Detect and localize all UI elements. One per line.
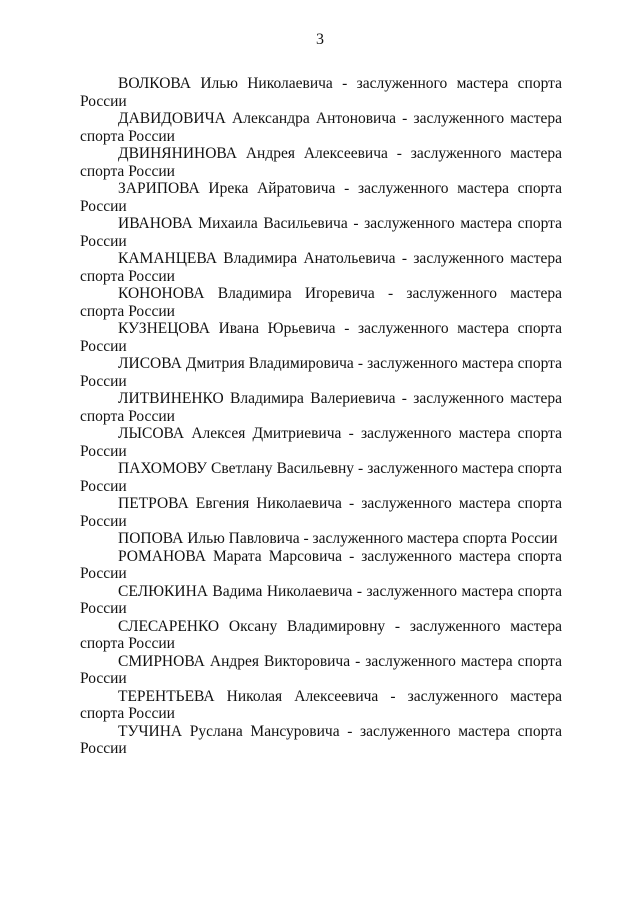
list-item: ПАХОМОВУ Светлану Васильевну - заслуженного мастера спорта России: [80, 460, 562, 495]
list-item: ТУЧИНА Руслана Мансуровича - заслуженного мастера спорта России: [80, 722, 562, 757]
list-item: ЗАРИПОВА Ирека Айратовича - заслуженного мастера спорта России: [80, 180, 562, 215]
list-item: КУЗНЕЦОВА Ивана Юрьевича - заслуженного мастера спорта России: [80, 320, 562, 355]
list-item: ДВИНЯНИНОВА Андрея Алексеевича - заслуженного мастера спорта России: [80, 145, 562, 180]
list-item: ДАВИДОВИЧА Александра Антоновича - заслуженного мастера спорта России: [80, 110, 562, 145]
page-number: 3: [316, 31, 324, 48]
list-item: ЛИСОВА Дмитрия Владимировича - заслуженного мастера спорта России: [80, 355, 562, 390]
list-item: ТЕРЕНТЬЕВА Николая Алексеевича - заслуженного мастера спорта России: [80, 687, 562, 722]
list-item: СМИРНОВА Андрея Викторовича - заслуженного мастера спорта России: [80, 652, 562, 687]
award-list: [80, 75, 562, 758]
list-item: ЛИТВИНЕНКО Владимира Валериевича - заслуженного мастера спорта России: [80, 390, 562, 425]
list-item: КОНОНОВА Владимира Игоревича - заслуженного мастера спорта России: [80, 285, 562, 320]
list-item: СЛЕСАРЕНКО Оксану Владимировну - заслуженного мастера спорта России: [80, 617, 562, 652]
list-item: ИВАНОВА Михаила Васильевича - заслуженного мастера спорта России: [80, 215, 562, 250]
list-item: ЛЫСОВА Алексея Дмитриевича - заслуженного мастера спорта России: [80, 425, 562, 460]
list-item: ВОЛКОВА Илью Николаевича - заслуженного мастера спорта России: [80, 75, 562, 110]
list-item: РОМАНОВА Марата Марсовича - заслуженного мастера спорта России: [80, 547, 562, 582]
list-item: ПОПОВА Илью Павловича - заслуженного мастера спорта России: [118, 530, 558, 547]
list-item: СЕЛЮКИНА Вадима Николаевича - заслуженного мастера спорта России: [80, 582, 562, 617]
list-item: КАМАНЦЕВА Владимира Анатольевича - заслуженного мастера спорта России: [80, 250, 562, 285]
list-item: ПЕТРОВА Евгения Николаевича - заслуженного мастера спорта России: [80, 495, 562, 530]
